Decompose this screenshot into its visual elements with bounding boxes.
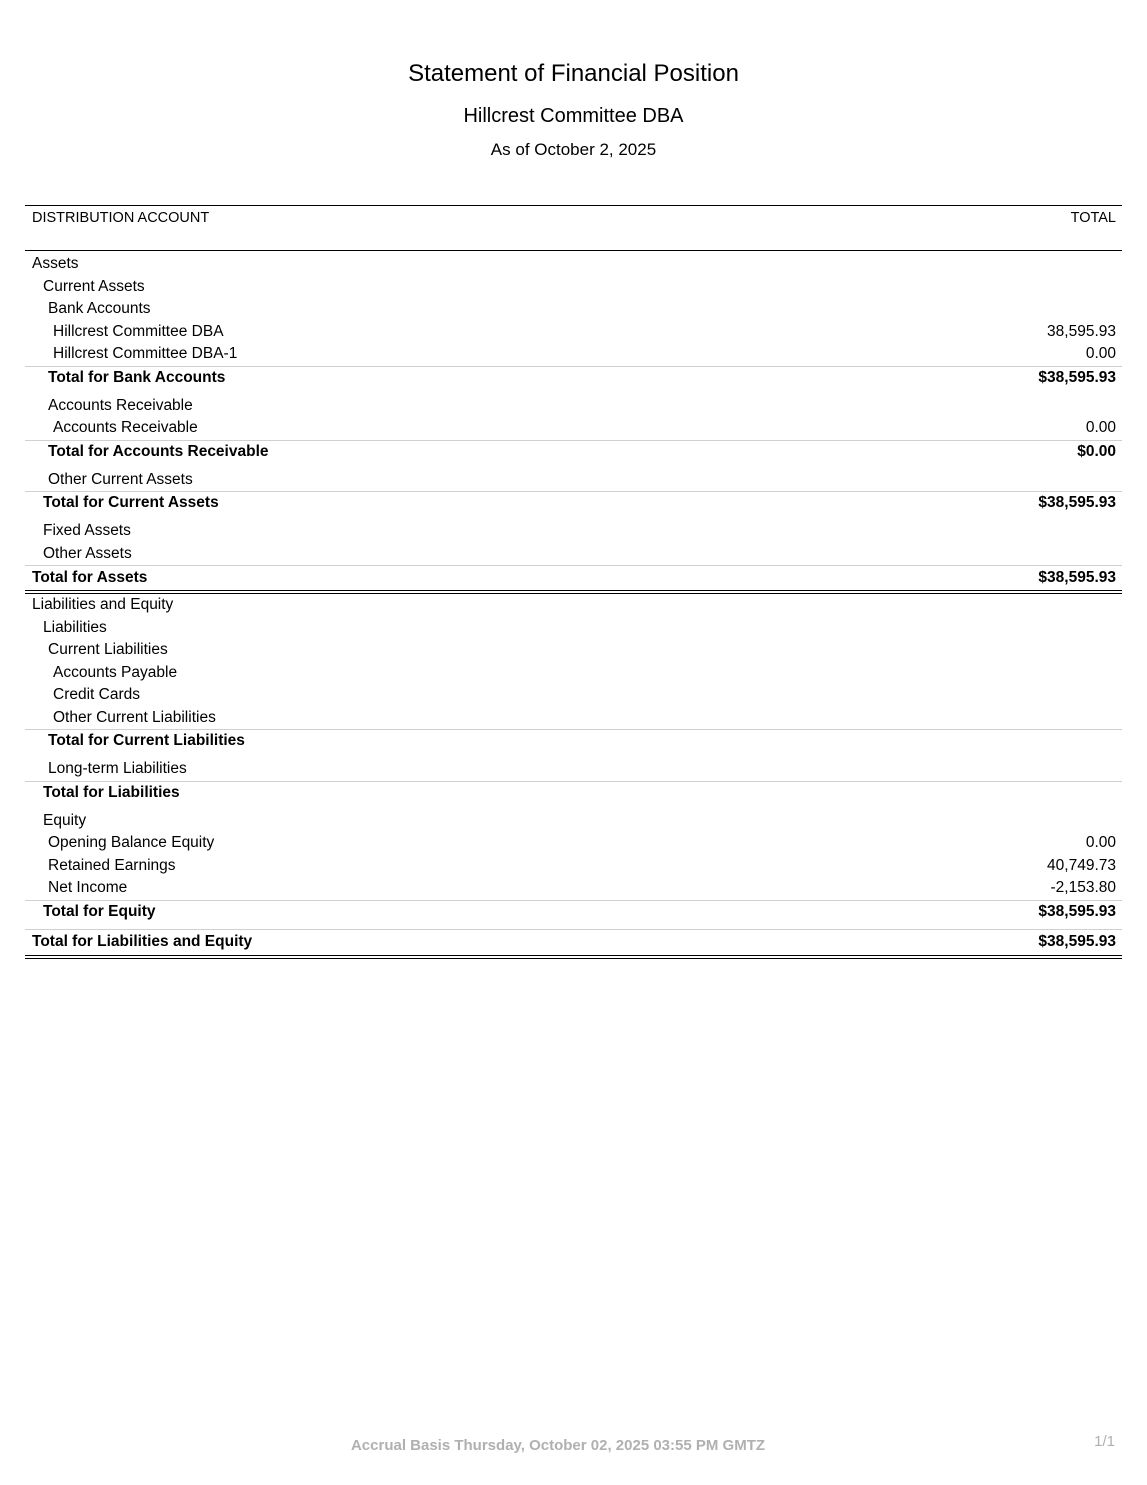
row-label: Accounts Receivable [48, 396, 193, 414]
table-row [25, 639, 1122, 662]
table-row [25, 900, 1122, 923]
table-row [25, 417, 1122, 440]
row-label: Bank Accounts [48, 300, 151, 318]
table-row [25, 758, 1122, 781]
table-row [25, 810, 1122, 833]
row-label: Other Current Assets [48, 470, 193, 488]
row-amount: 0.00 [1085, 345, 1116, 363]
row-amount: $38,595.93 [1038, 902, 1116, 920]
table-row [25, 321, 1122, 344]
row-label: Retained Earnings [48, 856, 176, 874]
row-label: Hillcrest Committee DBA-1 [53, 345, 238, 363]
row-label: Total for Assets [32, 569, 148, 586]
row-label: Fixed Assets [43, 522, 131, 540]
row-label: Current Liabilities [48, 641, 168, 659]
row-label: Equity [43, 811, 87, 829]
table-row [25, 395, 1122, 418]
row-amount: $0.00 [1077, 442, 1116, 460]
row-label: Hillcrest Committee DBA [53, 322, 224, 340]
company-name: Hillcrest Committee DBA [463, 105, 684, 127]
row-amount: 0.00 [1085, 834, 1116, 852]
table-row [25, 617, 1122, 640]
table-row [25, 366, 1122, 389]
row-label: Total for Equity [43, 902, 156, 920]
row-label: Assets [32, 255, 79, 273]
row-label: Net Income [48, 879, 128, 897]
table-row [25, 520, 1122, 543]
row-label: Total for Current Assets [43, 494, 219, 511]
table-row [25, 298, 1122, 321]
row-label: Total for Liabilities [43, 783, 180, 801]
row-label: Credit Cards [53, 686, 140, 704]
table-row [25, 565, 1122, 594]
table-header [25, 205, 1122, 251]
report-title: Statement of Financial Position [408, 60, 739, 87]
row-label: Total for Bank Accounts [48, 368, 226, 386]
table-row [25, 707, 1122, 730]
table-row [25, 729, 1122, 752]
table-row [25, 855, 1122, 878]
column-header-total: TOTAL [1070, 210, 1116, 226]
row-amount: $38,595.93 [1038, 494, 1116, 511]
row-amount: 40,749.73 [1047, 856, 1116, 874]
table-row [25, 684, 1122, 707]
column-header-account: DISTRIBUTION ACCOUNT [32, 210, 210, 226]
row-label: Liabilities and Equity [32, 596, 174, 614]
table-row [25, 543, 1122, 566]
table-row [25, 440, 1122, 463]
table-row [25, 832, 1122, 855]
row-amount: 38,595.93 [1047, 322, 1116, 340]
row-label: Long-term Liabilities [48, 760, 187, 778]
table-row [25, 781, 1122, 804]
table-row [25, 491, 1122, 514]
report-footer: Accrual Basis Thursday, October 02, 2025 03:55 PM GMTZ [350, 1437, 766, 1454]
table-row [25, 469, 1122, 492]
row-label: Other Current Liabilities [53, 708, 216, 726]
row-amount: $38,595.93 [1038, 569, 1116, 586]
row-amount: $38,595.93 [1038, 933, 1116, 950]
row-amount: 0.00 [1085, 419, 1116, 437]
row-label: Liabilities [43, 618, 107, 636]
table-row [25, 594, 1122, 617]
table-row [25, 662, 1122, 685]
row-amount: $38,595.93 [1038, 368, 1116, 386]
row-label: Current Assets [43, 277, 145, 295]
row-label: Accounts Payable [53, 663, 178, 681]
row-label: Accounts Receivable [53, 419, 198, 437]
row-label: Other Assets [43, 544, 132, 562]
report-table [25, 205, 1122, 959]
row-label: Total for Liabilities and Equity [32, 933, 253, 950]
table-row [25, 253, 1122, 276]
table-row [25, 929, 1122, 959]
row-label: Opening Balance Equity [48, 834, 215, 852]
table-row [25, 343, 1122, 366]
table-row [25, 276, 1122, 299]
row-amount: -2,153.80 [1050, 879, 1116, 897]
table-row [25, 877, 1122, 900]
row-label: Total for Current Liabilities [48, 732, 245, 749]
row-label: Total for Accounts Receivable [48, 442, 269, 460]
page-number: 1/1 [1094, 1433, 1115, 1450]
report-date: As of October 2, 2025 [490, 140, 657, 159]
table-body [25, 253, 1122, 959]
